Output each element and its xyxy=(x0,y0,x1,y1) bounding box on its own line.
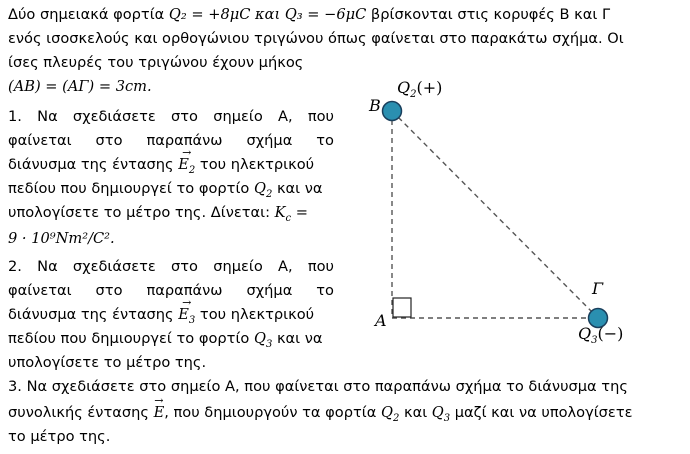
k-sub: c xyxy=(285,212,292,224)
right-angle-marker xyxy=(393,298,411,317)
vertex-label-a: A xyxy=(375,311,387,330)
q1-text: υπολογίσετε το μέτρο της. Δίνεται: xyxy=(8,204,275,221)
q2-line-5: υπολογίσετε το μέτρο της. xyxy=(8,354,207,371)
charge-q2-value: Q₂ = +8μC xyxy=(168,6,251,23)
q2-text: του ηλεκτρικού xyxy=(195,306,315,323)
vector-e-letter: E xyxy=(153,404,165,421)
q1-line-1: 1. Να σχεδιάσετε στο σημείο Α, που xyxy=(8,108,334,125)
q3-text: μαζί και να υπολογίσετε xyxy=(450,404,633,421)
equals-sign: = xyxy=(291,204,309,221)
q3-text: και xyxy=(399,404,432,421)
q3-line-1: 3. Να σχεδιάσετε στο σημείο Α, που φαίνεται στο παραπάνω σχήμα το διάνυσμα της xyxy=(8,378,628,395)
charge-sub: 2 xyxy=(265,188,273,200)
q2-line-2: φαίνεται στο παραπάνω σχήμα το xyxy=(8,282,334,299)
vector-e3-letter: E xyxy=(178,306,189,323)
charge-letter: Q xyxy=(380,404,393,421)
charge-letter: Q xyxy=(397,78,411,97)
intro-line-3: ίσες πλευρές του τριγώνου έχουν μήκος xyxy=(8,54,304,71)
charge-letter: Q xyxy=(578,324,592,343)
q1-line-6: 9 · 10⁹Nm²/C². xyxy=(8,230,115,247)
charge-q3-value: Q₃ = −6μC xyxy=(284,6,367,23)
charge-letter: Q xyxy=(431,404,444,421)
q3-text: συνολικής έντασης xyxy=(8,404,154,421)
charge-letter: Q xyxy=(253,180,266,197)
vertex-label-g: Γ xyxy=(592,279,604,298)
q2-text: και να xyxy=(272,330,323,347)
charge-sub: 2 xyxy=(392,412,400,424)
intro-text: Δύο σημειακά φορτία xyxy=(8,6,169,23)
charge-q2-dot xyxy=(383,102,402,121)
side-bg xyxy=(392,111,598,318)
charge-sign: (+) xyxy=(416,78,443,97)
q2-text: πεδίου που δημιουργεί το φορτίο xyxy=(8,330,254,347)
charge-q2-label xyxy=(397,78,443,101)
intro-line-2: ενός ισοσκελούς και ορθογώνιου τριγώνου όπως φαίνεται στο παρακάτω σχήμα. Οι xyxy=(8,30,624,47)
vector-e2-letter: E xyxy=(178,156,189,173)
charge-sub: 3 xyxy=(265,338,273,350)
q1-text: διάνυσμα της έντασης xyxy=(8,156,179,173)
q1-text: του ηλεκτρικού xyxy=(195,156,315,173)
charge-sub: 2 xyxy=(410,89,417,101)
q3-line-3: το μέτρο της. xyxy=(8,428,111,445)
q1-text: πεδίου που δημιουργεί το φορτίο xyxy=(8,180,254,197)
charge-letter: Q xyxy=(253,330,266,347)
q2-text: διάνυσμα της έντασης xyxy=(8,306,179,323)
vector-e2-sub: 2 xyxy=(188,164,196,176)
intro-line-4: (AB) = (AΓ) = 3cm. xyxy=(8,78,152,95)
k-letter: K xyxy=(274,204,286,221)
q1-line-2: φαίνεται στο παραπάνω σχήμα το xyxy=(8,132,334,149)
vector-e3-sub: 3 xyxy=(188,314,196,326)
vertex-label-b: B xyxy=(369,96,381,115)
intro-text: βρίσκονται στις κορυφές Β και Γ xyxy=(366,6,611,23)
q1-text: και να xyxy=(272,180,323,197)
charge-sub: 3 xyxy=(591,335,598,347)
q2-line-1: 2. Να σχεδιάσετε στο σημείο Α, που xyxy=(8,258,334,275)
math-and: και xyxy=(250,6,285,23)
q3-text: , που δημιουργούν τα φορτία xyxy=(164,404,381,421)
charge-q3-label xyxy=(578,324,624,347)
charge-sign: (−) xyxy=(597,324,624,343)
charge-sub: 3 xyxy=(443,412,451,424)
